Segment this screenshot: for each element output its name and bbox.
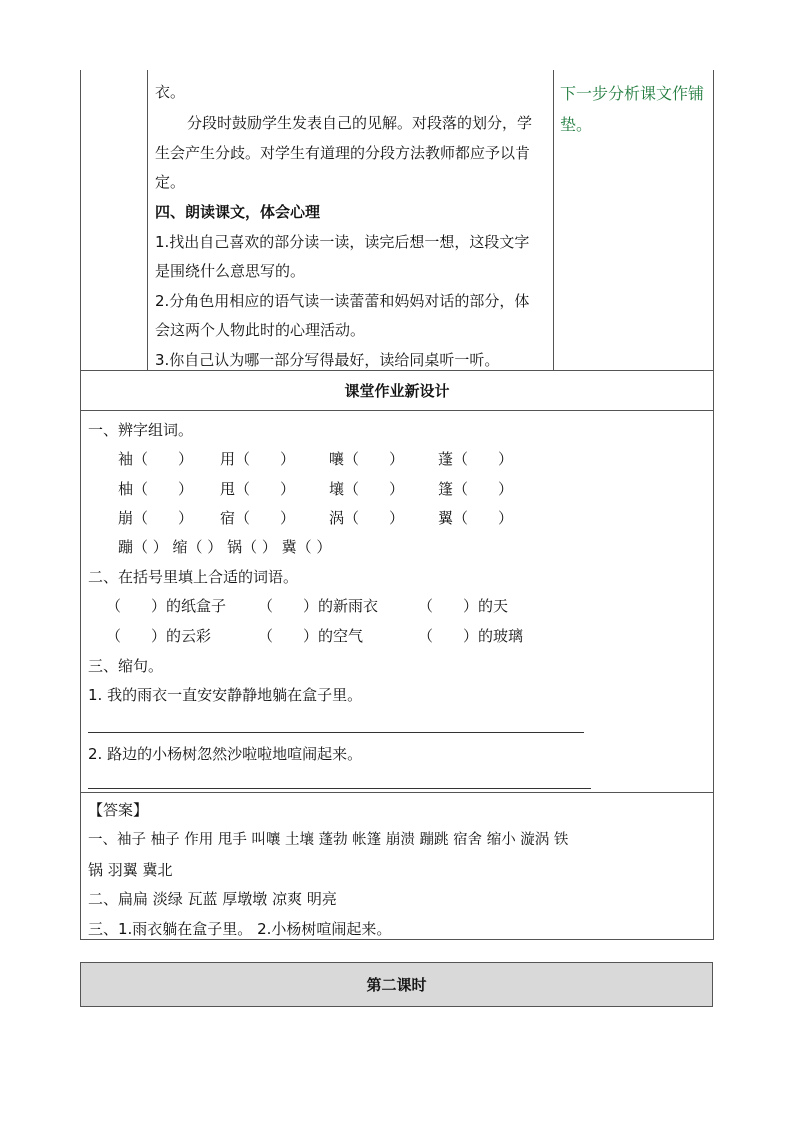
main-line-3: 定。: [155, 173, 186, 191]
item-line-0: 1.找出自己喜欢的部分读一读，读完后想一想，这段文字: [155, 233, 530, 251]
q2-cell: （ ）的纸盒子: [106, 597, 227, 615]
q1-cell: 蓬（ ）: [438, 450, 514, 468]
q1-title: 一、辨字组词。: [88, 421, 194, 439]
q3-title: 三、缩句。: [88, 657, 164, 675]
note-line-1: 垫。: [560, 115, 593, 134]
q1-cell: 嚷（ ）: [329, 450, 405, 468]
row-divider-3: [80, 792, 714, 793]
q1-cell: 翼（ ）: [438, 509, 514, 527]
answers-title: 【答案】: [88, 801, 149, 819]
section-heading: 四、朗读课文，体会心理: [155, 203, 321, 221]
next-section-header: [80, 962, 713, 1007]
answer-line-0: 一、袖子 柚子 作用 甩手 叫嚷 土壤 蓬勃 帐篷 崩溃 蹦跳 宿舍 缩小 漩涡 铁: [88, 832, 569, 848]
q2-cell: （ ）的空气: [258, 627, 364, 645]
homework-title: 课堂作业新设计: [344, 382, 450, 400]
q1-cell: 宿（ ）: [220, 509, 296, 527]
q2-cell: （ ）的新雨衣: [258, 597, 379, 615]
note-line-0: 下一步分析课文作铺: [560, 84, 705, 103]
main-line-2: 生会产生分歧。对学生有道理的分段方法教师都应予以肯: [155, 144, 531, 162]
q1-cell: 涡（ ）: [329, 509, 405, 527]
row-divider-2: [80, 410, 714, 411]
main-line-0: 衣。: [155, 83, 186, 101]
q1-cell: 柚（ ）: [118, 480, 194, 498]
table-bottom-border: [80, 939, 714, 940]
col-divider-1: [147, 70, 148, 370]
item-line-3: 会这两个人物此时的心理活动。: [155, 321, 366, 339]
q2-title: 二、在括号里填上合适的词语。: [88, 568, 299, 586]
q1-cell: 用（ ）: [220, 450, 296, 468]
q1-last-row: 蹦（ ） 缩（ ） 锅（ ） 冀（ ）: [118, 538, 332, 556]
answer-line-2: 二、扁扁 淡绿 瓦蓝 厚墩墩 凉爽 明亮: [88, 890, 337, 908]
answer-line-3: 三、1.雨衣躺在盒子里。 2.小杨树喧闹起来。: [88, 920, 392, 938]
main-line-1: 分段时鼓励学生发表自己的见解。对段落的划分，学: [187, 114, 533, 132]
q1-cell: 壤（ ）: [329, 480, 405, 498]
q3-answer-line-1: [88, 788, 591, 789]
item-line-2: 2.分角色用相应的语气读一读蕾蕾和妈妈对话的部分，体: [155, 292, 530, 310]
item-line-4: 3.你自己认为哪一部分写得最好，读给同桌听一听。: [155, 351, 500, 369]
col-divider-2: [553, 70, 554, 370]
item-line-1: 是围绕什么意思写的。: [155, 262, 306, 280]
next-section-title: 第二课时: [366, 976, 427, 994]
q2-cell: （ ）的云彩: [106, 627, 212, 645]
q3-answer-line-0: [88, 732, 584, 733]
q1-cell: 崩（ ）: [118, 509, 194, 527]
q3-item-0: 1. 我的雨衣一直安安静静地躺在盒子里。: [88, 686, 363, 704]
q3-item-1: 2. 路边的小杨树忽然沙啦啦地喧闹起来。: [88, 745, 363, 763]
q1-cell: 甩（ ）: [220, 480, 296, 498]
q2-cell: （ ）的天: [418, 597, 509, 615]
q1-cell: 袖（ ）: [118, 450, 194, 468]
table-left-border: [80, 70, 81, 940]
row-divider-1: [80, 370, 714, 371]
q1-cell: 篷（ ）: [438, 480, 514, 498]
table-right-border: [713, 70, 714, 940]
answer-line-1: 锅 羽翼 冀北: [88, 861, 173, 879]
q2-cell: （ ）的玻璃: [418, 627, 524, 645]
